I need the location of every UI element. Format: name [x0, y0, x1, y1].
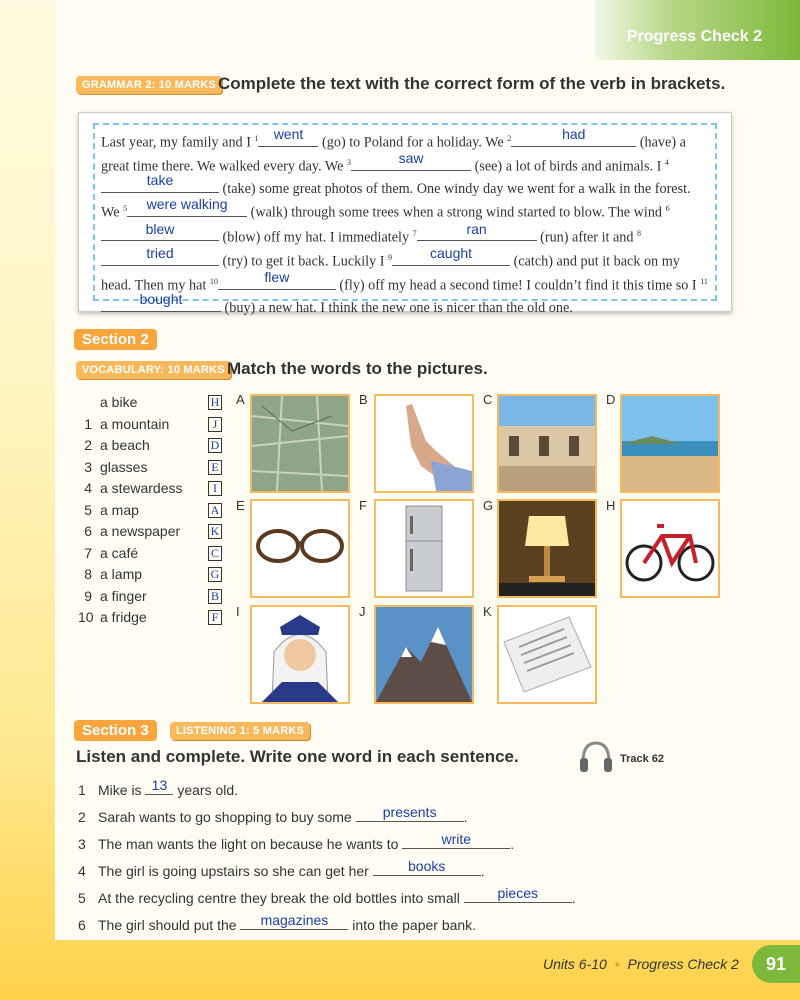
- picture-label-h: H: [606, 498, 616, 513]
- picture-a-map: [250, 394, 350, 493]
- answer-box[interactable]: E: [208, 460, 222, 475]
- track-number: Track 62: [620, 753, 665, 765]
- blank-3[interactable]: saw: [351, 156, 471, 171]
- vocab-item: 8 a lamp G: [78, 566, 238, 588]
- mountain-icon: [376, 607, 472, 702]
- picture-k-newspaper: [497, 605, 597, 704]
- picture-f-fridge: [374, 499, 474, 598]
- vocab-item: 9 a finger B: [78, 588, 238, 610]
- blank-2[interactable]: had: [511, 132, 636, 147]
- vocab-item: 3 glasses E: [78, 459, 238, 481]
- picture-label-b: B: [359, 392, 368, 407]
- listening-blank-2[interactable]: presents: [356, 807, 464, 822]
- footer-units: Units 6-10 • Progress Check 2: [543, 956, 739, 972]
- listening-blank-1[interactable]: 13: [145, 780, 173, 795]
- gap-fill-text: Last year, my family and I $^1$ went (go) to Poland for a holiday. We $^2$ had (have) a great time there. We walked every day. We $^3$ saw (see) a lot of birds and animals. I $^4$ take (take) some great photos of them. One windy day we went for a walk in the forest. We $^5$ were walking (walk) through some trees when a strong wind started to blow. The wind $^6$ blew (blow) off my hat. I immediately $^7$ ran (run) after it and $^8$ tried (try) to get it back. Luckily I $^9$ caught (catch) and put it back on my head. Then my hat $^{10}$ flew (fly) off my head a second time! I couldn’t find it this time so I $^{11}$ bought (buy) a new hat. I think the new one is nicer than the old one.: [101, 126, 708, 316]
- blank-1[interactable]: went: [258, 132, 318, 147]
- picture-b-finger: [374, 394, 474, 493]
- section-3-label: Section 3: [74, 720, 157, 741]
- picture-label-i: I: [236, 604, 240, 619]
- picture-i-stewardess: [250, 605, 350, 704]
- blank-11[interactable]: bought: [101, 297, 221, 312]
- lamp-icon: [499, 501, 595, 596]
- blank-8[interactable]: tried: [101, 251, 219, 266]
- section-2-label: Section 2: [74, 329, 157, 350]
- listening-item: 5 At the recycling centre they break the old bottles into small pieces .: [78, 885, 576, 906]
- picture-label-j: J: [359, 604, 366, 619]
- answer-box[interactable]: G: [208, 567, 222, 582]
- picture-h-bike: [620, 499, 720, 598]
- listening-instruction: Listen and complete. Write one word in each sentence.: [76, 747, 519, 766]
- answer-box[interactable]: J: [208, 417, 222, 432]
- answer-box[interactable]: K: [208, 524, 222, 539]
- answer-box[interactable]: I: [208, 481, 222, 496]
- map-icon: [252, 396, 348, 491]
- blank-7[interactable]: ran: [417, 226, 537, 241]
- listening-item: 6 The girl should put the magazines into the paper bank.: [78, 912, 477, 933]
- answer-box[interactable]: H: [208, 395, 222, 410]
- beach-icon: [622, 396, 718, 491]
- blank-10[interactable]: flew: [218, 275, 336, 290]
- answer-box[interactable]: C: [208, 546, 222, 561]
- picture-label-c: C: [483, 392, 493, 407]
- grammar-marks-tag: GRAMMAR 2: 10 MARKS: [76, 76, 222, 94]
- listening-item: 4 The girl is going upstairs so she can get her books .: [78, 858, 485, 879]
- vocab-list: [78, 394, 238, 631]
- picture-label-k: K: [483, 604, 492, 619]
- listening-blank-4[interactable]: books: [373, 861, 481, 876]
- vocab-item: 6 a newspaper K: [78, 523, 238, 545]
- answer-box[interactable]: D: [208, 438, 222, 453]
- vocabulary-instruction: Match the words to the pictures.: [227, 359, 488, 378]
- blank-9[interactable]: caught: [392, 251, 510, 266]
- vocab-item: 4 a stewardess I: [78, 480, 238, 502]
- headphones-icon: [578, 740, 614, 774]
- page-header-title: Progress Check 2: [595, 0, 800, 60]
- listening-marks-tag: LISTENING 1: 5 MARKS: [170, 722, 310, 740]
- picture-g-lamp: [497, 499, 597, 598]
- listening-item: 2 Sarah wants to go shopping to buy some presents .: [78, 804, 468, 825]
- vocabulary-marks-tag: VOCABULARY: 10 MARKS: [76, 361, 231, 379]
- vocab-item: 7 a café C: [78, 545, 238, 567]
- vocab-item: 1 a mountain J: [78, 416, 238, 438]
- answer-box[interactable]: A: [208, 503, 222, 518]
- blank-4[interactable]: take: [101, 178, 219, 193]
- newspaper-icon: [499, 607, 595, 702]
- picture-j-mountain: [374, 605, 474, 704]
- blank-6[interactable]: blew: [101, 226, 219, 241]
- picture-c-cafe: [497, 394, 597, 493]
- listening-blank-6[interactable]: magazines: [240, 915, 348, 930]
- picture-label-f: F: [359, 498, 367, 513]
- grammar-instruction: Complete the text with the correct form of the verb in brackets.: [218, 74, 726, 93]
- fridge-icon: [376, 501, 472, 596]
- picture-label-a: A: [236, 392, 245, 407]
- glasses-icon: [252, 501, 348, 596]
- finger-icon: [376, 396, 472, 491]
- page-number: 91: [752, 945, 800, 983]
- listening-blank-5[interactable]: pieces: [464, 888, 572, 903]
- stewardess-icon: [252, 607, 348, 702]
- cafe-icon: [499, 396, 595, 491]
- answer-box[interactable]: B: [208, 589, 222, 604]
- picture-e-glasses: [250, 499, 350, 598]
- bike-icon: [622, 501, 718, 596]
- vocab-item: 2 a beach D: [78, 437, 238, 459]
- vocab-item: 5 a map A: [78, 502, 238, 524]
- listening-item: 3 The man wants the light on because he wants to write .: [78, 831, 515, 852]
- vocab-item: a bike H: [78, 394, 238, 416]
- picture-label-d: D: [606, 392, 616, 407]
- picture-d-beach: [620, 394, 720, 493]
- picture-label-g: G: [483, 498, 494, 513]
- vocab-item: 10 a fridge F: [78, 609, 238, 631]
- blank-5[interactable]: were walking: [127, 202, 247, 217]
- picture-label-e: E: [236, 498, 245, 513]
- listening-item: 1 Mike is 13 years old.: [78, 777, 239, 798]
- answer-box[interactable]: F: [208, 610, 222, 625]
- listening-blank-3[interactable]: write: [402, 834, 510, 849]
